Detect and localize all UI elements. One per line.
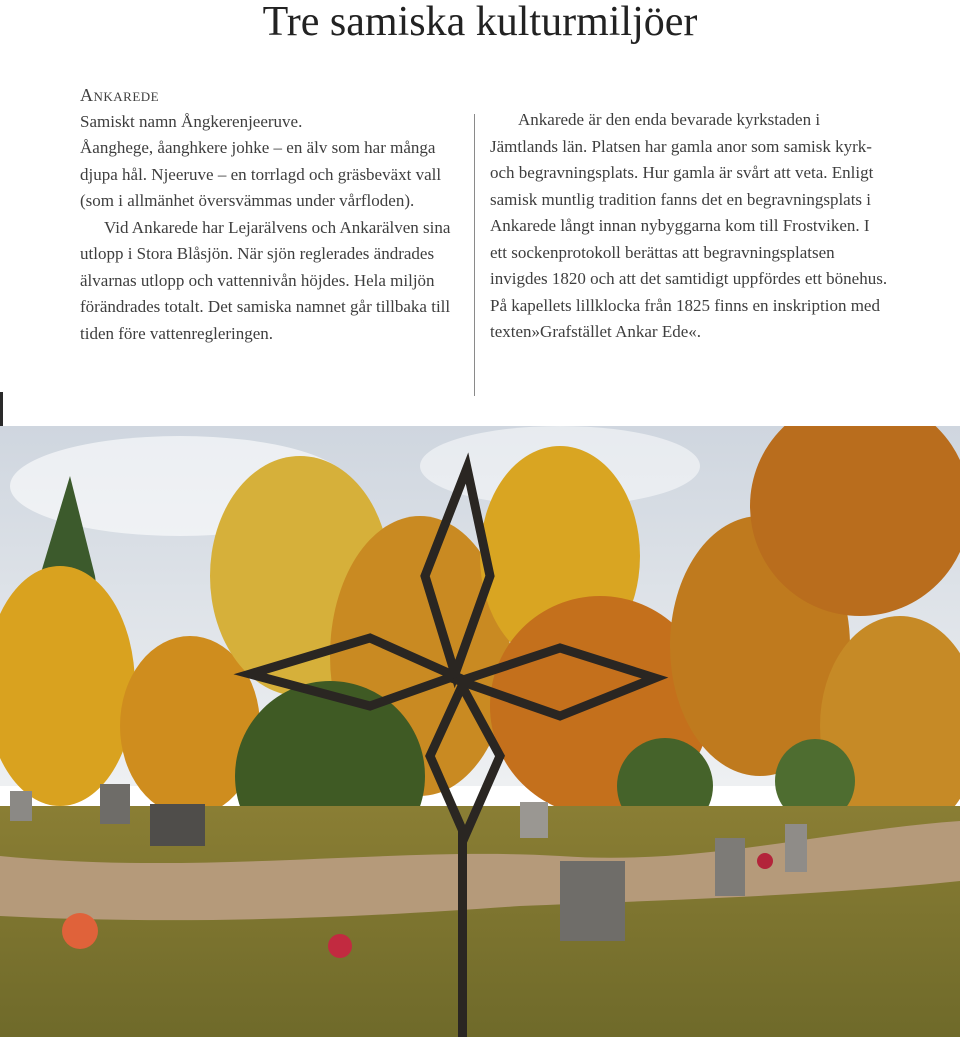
cemetery-photo-image — [0, 426, 960, 1037]
sami-name-line: Samiskt namn Ångkerenjeeruve. — [80, 111, 303, 131]
name-explanation: Åanghege, åanghkere johke – en älv som har många djupa hål. Njeeruve – en torrlagd och gräsbeväxt vall (som i allmänhet översvämmas under vårfloden). — [80, 138, 442, 210]
left-column — [80, 82, 460, 347]
history-paragraph: Vid Ankarede har Lejarälvens och Ankarälven sina utlopp i Stora Blåsjön. När sjön reglerades ändrades älvarnas utlopp och vattennivån höjdes. Hela miljön förändrades totalt. Det samiska namnet går tillbaka till tiden före vattenregleringen. — [80, 217, 451, 343]
church-town-paragraph: Ankarede är den enda bevarade kyrkstaden i Jämtlands län. Platsen har gamla anor som samisk kyrk- och begravningsplats. Hur gamla är svårt att veta. Enligt samisk muntlig tradition fanns det en begravningsplats i Ankarede långt innan nybyggarna kom till Frostviken. I ett sockenprotokoll berättas att begravningsplatsen invigdes 1820 och att det samtidigt uppfördes ett bönehus. På kapellets lillklocka från 1825 finns en inskription med texten»Grafstället Ankar Ede«. — [490, 110, 888, 341]
column-divider — [474, 114, 475, 396]
page-title: Tre samiska kulturmiljöer — [262, 0, 698, 45]
section-heading: Ankarede — [80, 85, 160, 105]
cemetery-photo — [0, 426, 960, 1037]
page-edge-mark — [0, 392, 3, 426]
right-column — [490, 107, 890, 346]
